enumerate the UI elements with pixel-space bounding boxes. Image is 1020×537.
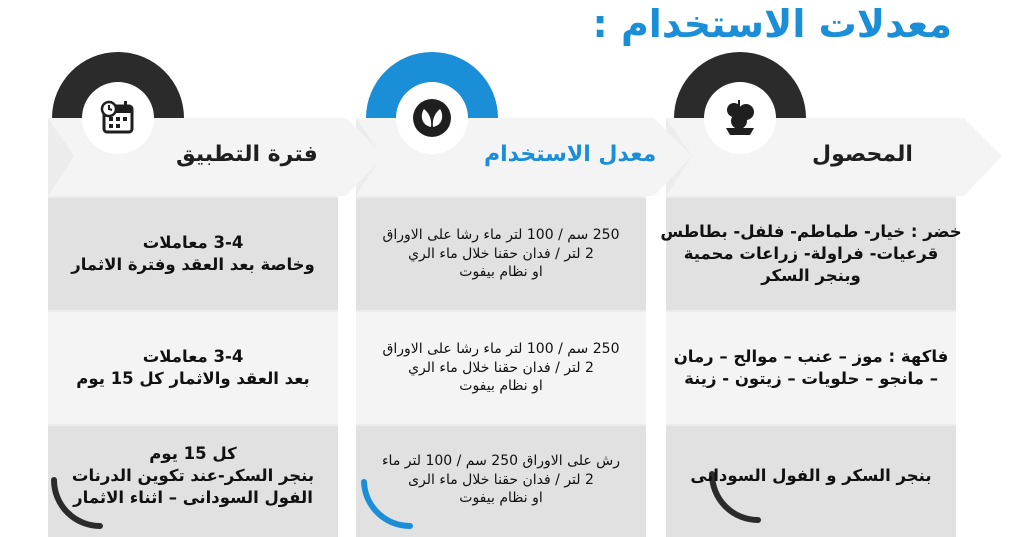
cell-line: 3-4 معاملات <box>142 232 244 252</box>
cell-line: كل 15 يوم <box>149 443 237 463</box>
column-crop <box>662 0 1007 537</box>
cell-line: 3-4 معاملات <box>142 346 244 366</box>
period-cell-3 <box>48 426 338 526</box>
cell-line: الفول السودانى – اثناء الاثمار <box>73 488 313 508</box>
cell-line: 250 سم / 100 لتر ماء رشا على الاوراق <box>382 340 620 357</box>
column-period <box>44 0 389 537</box>
cell-line: 250 سم / 100 لتر ماء رشا على الاوراق <box>382 226 620 243</box>
calendar-clock-icon <box>98 98 138 138</box>
cell-line: وخاصة بعد العقد وفترة الاثمار <box>71 255 315 274</box>
column-rate <box>352 0 697 537</box>
rate-cell-1 <box>356 198 646 310</box>
cell-line: فاكهة : موز – عنب – موالح – رمان <box>673 346 949 366</box>
cell-line: 2 لتر / فدان حقنا خلال ماء الري <box>408 245 594 262</box>
crop-cell-1 <box>660 198 962 310</box>
cell-line: – مانجو – حلويات – زيتون - زينة <box>684 369 938 388</box>
cell-line: او نظام بيفوت <box>459 378 543 395</box>
cell-line: قرعيات- فراولة- زراعات محمية <box>683 243 939 263</box>
cell-line: 2 لتر / فدان حقنا خلال ماء الرى <box>408 471 594 488</box>
cell-line: رش على الاوراق 250 سم / 100 لتر ماء <box>381 452 621 469</box>
cell-line: او نظام بيفوت <box>459 490 543 507</box>
cell-line: وبنجر السكر <box>761 266 861 286</box>
header-period: فترة التطبيق <box>176 142 318 167</box>
page-title: معدلات الاستخدام : <box>592 2 952 46</box>
crop-cell-3 <box>666 426 956 526</box>
header-rate: معدل الاستخدام <box>484 142 657 167</box>
rate-cell-2 <box>356 312 646 424</box>
crop-cell-2 <box>666 312 956 424</box>
leaf-icon <box>412 98 452 138</box>
cell-line: 2 لتر / فدان حقنا خلال ماء الري <box>408 359 594 376</box>
cell-line: بنجر السكر-عند تكوين الدرنات <box>71 465 315 485</box>
cell-line: بعد العقد والاثمار كل 15 يوم <box>76 369 310 388</box>
cell-line: او نظام بيفوت <box>459 264 543 281</box>
period-cell-2 <box>48 312 338 424</box>
cell-line: بنجر السكر و الفول السودانى <box>690 465 932 485</box>
fruit-basket-icon <box>720 98 760 138</box>
period-cell-1 <box>48 198 338 310</box>
cell-line: خضر : خيار- طماطم- فلفل- بطاطس <box>660 221 962 241</box>
header-crop: المحصول <box>812 142 913 167</box>
rate-cell-3 <box>356 430 646 530</box>
